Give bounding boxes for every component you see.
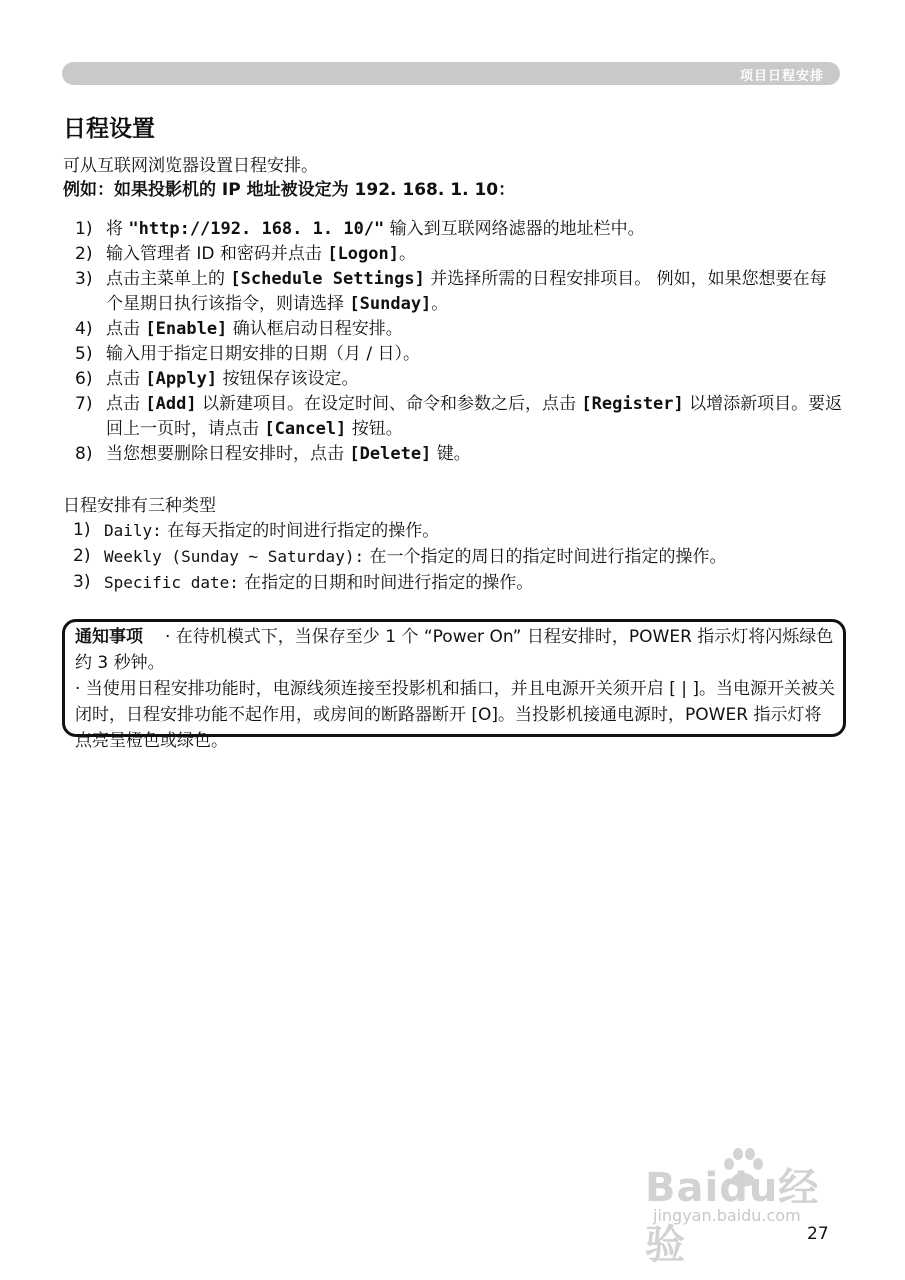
step-number: 2) <box>75 244 93 264</box>
type-name: Weekly (Sunday ~ Saturday): <box>104 547 365 566</box>
step-item <box>63 317 843 342</box>
watermark-logo: Baidu经验 <box>645 1165 820 1268</box>
step-text: 当您想要删除日程安排时，点击 <box>106 444 350 464</box>
type-item <box>63 518 863 544</box>
step-button-name: [Sunday] <box>349 294 432 314</box>
step-item <box>63 342 843 367</box>
types-list <box>63 518 863 596</box>
steps-list <box>63 217 843 467</box>
type-number: 2) <box>73 546 91 566</box>
step-url: "http://192. 168. 1. 10/" <box>128 219 385 239</box>
step-number: 5) <box>75 344 93 364</box>
step-text: 点击 <box>106 319 146 339</box>
intro-example: 例如：如果投影机的 IP 地址被设定为 192. 168. 1. 10： <box>63 180 516 200</box>
step-text: 将 <box>106 219 129 239</box>
type-number: 1) <box>73 520 91 540</box>
step-number: 1) <box>75 219 93 239</box>
step-number: 3) <box>75 269 93 289</box>
step-text: 点击 <box>106 394 146 414</box>
step-text: 以增添新项目。要返回上一页时，请点击 <box>106 394 843 439</box>
step-text: 输入管理者 ID 和密码并点击 <box>106 244 328 264</box>
step-item <box>63 217 843 242</box>
header-bar <box>62 62 840 85</box>
intro-line: 可从互联网浏览器设置日程安排。 <box>63 156 318 176</box>
step-text: 点击主菜单上的 <box>106 269 231 289</box>
page-title: 日程设置 <box>63 116 155 142</box>
step-button-name: [Enable] <box>145 319 228 339</box>
step-text: 输入到互联网络滤器的地址栏中。 <box>384 219 645 239</box>
step-text: 点击 <box>106 369 146 389</box>
step-number: 6) <box>75 369 93 389</box>
step-button-name: [Delete] <box>349 444 432 464</box>
type-name: Specific date: <box>104 573 239 592</box>
type-item <box>63 570 863 596</box>
step-text: 。 <box>431 294 449 314</box>
watermark-url: jingyan.baidu.com <box>653 1206 801 1225</box>
step-text: 。 <box>398 244 416 264</box>
intro <box>63 154 515 202</box>
notice-label: 通知事项 <box>75 627 143 647</box>
step-button-name: [Apply] <box>145 369 218 389</box>
step-button-name: [Logon] <box>327 244 399 264</box>
step-text: 按钮。 <box>346 419 403 439</box>
step-text: 输入用于指定日期安排的日期（月 / 日）。 <box>106 344 421 364</box>
notice-box <box>62 619 846 751</box>
step-button-name: [Add] <box>145 394 197 414</box>
section-label: 项目日程安排 <box>739 69 824 84</box>
step-text: 键。 <box>431 444 471 464</box>
step-item <box>63 392 843 442</box>
step-item <box>63 367 843 392</box>
step-button-name: [Register] <box>581 394 684 414</box>
notice-paragraph: · 当使用日程安排功能时，电源线须连接至投影机和插口，并且电源开关须开启 [ | ]。当电源开关被关闭时，日程安排功能不起作用，或房间的断路器断开 [O]。当投影机接通电源时，POWER 指示灯将点亮呈橙色或绿色。 <box>75 679 836 751</box>
notice-text: · 在待机模式下，当保存至少 1 个 “Power On” 日程安排时，POWER 指示灯将闪烁绿色约 3 秒钟。 <box>75 627 834 673</box>
step-button-name: [Schedule Settings] <box>230 269 425 289</box>
types-heading: 日程安排有三种类型 <box>63 496 216 516</box>
step-text: 并选择所需的日程安排项目。 例如，如果您想要在每个星期日执行该指令，则请选择 <box>106 269 827 314</box>
page-number: 27 <box>807 1224 829 1244</box>
step-number: 7) <box>75 394 93 414</box>
type-number: 3) <box>73 572 91 592</box>
step-item <box>63 442 843 467</box>
type-desc: 在一个指定的周日的指定时间进行指定的操作。 <box>364 547 727 567</box>
step-text: 确认框启动日程安排。 <box>227 319 403 339</box>
step-item <box>63 242 843 267</box>
notice-paragraph <box>75 624 835 676</box>
step-item <box>63 267 843 317</box>
step-number: 4) <box>75 319 93 339</box>
step-text: 按钮保存该设定。 <box>217 369 359 389</box>
type-name: Daily: <box>104 521 162 540</box>
step-text: 以新建项目。在设定时间、命令和参数之后，点击 <box>196 394 582 414</box>
step-button-name: [Cancel] <box>264 419 347 439</box>
type-desc: 在指定的日期和时间进行指定的操作。 <box>238 573 534 593</box>
type-desc: 在每天指定的时间进行指定的操作。 <box>161 521 440 541</box>
type-item <box>63 544 863 570</box>
step-number: 8) <box>75 444 93 464</box>
